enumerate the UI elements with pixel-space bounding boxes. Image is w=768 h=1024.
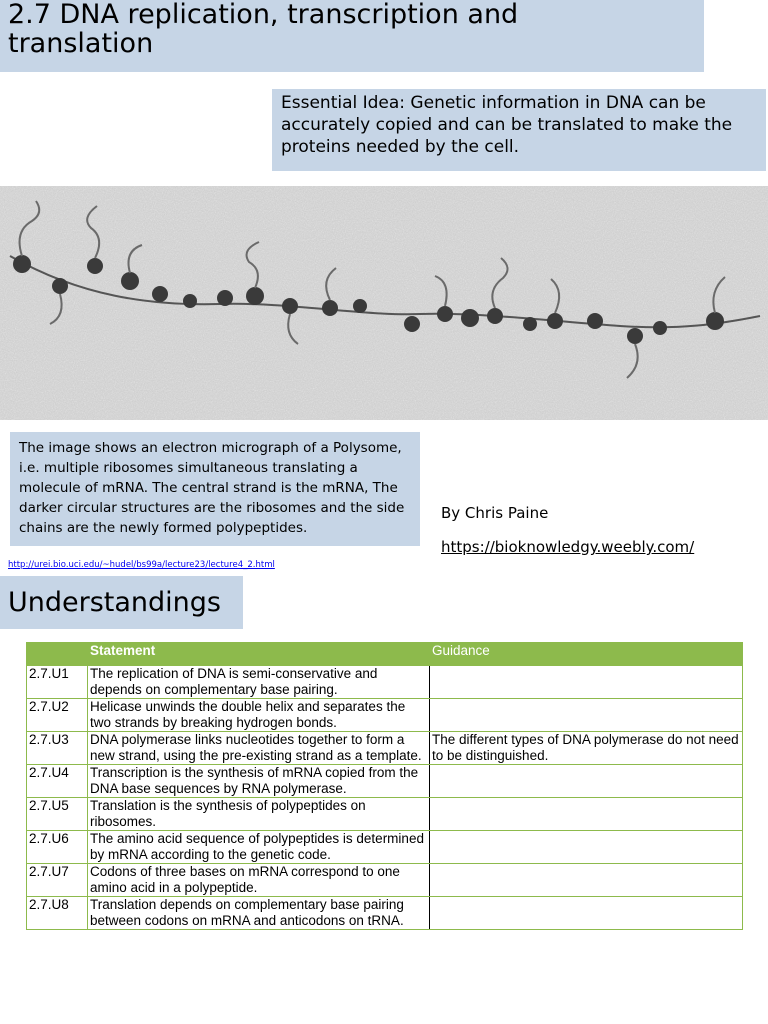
author-credit: By Chris Paine [441, 504, 549, 522]
essential-idea-text: Essential Idea: Genetic information in DNA can be accurately copied and can be translated to make the proteins needed by the cell. [281, 93, 733, 157]
understandings-banner [0, 576, 243, 629]
row-guidance [430, 798, 743, 831]
row-guidance [430, 831, 743, 864]
row-guidance [430, 699, 743, 732]
table-header-row [27, 643, 743, 666]
table-row [27, 864, 743, 897]
row-statement: Translation is the synthesis of polypeptides on ribosomes. [88, 798, 430, 831]
header-statement: Statement [88, 643, 430, 666]
title-banner [0, 0, 704, 72]
row-statement: Codons of three bases on mRNA correspond to one amino acid in a polypeptide. [88, 864, 430, 897]
row-id: 2.7.U2 [27, 699, 88, 732]
micrograph-caption: The image shows an electron micrograph of a Polysome, i.e. multiple ribosomes simultaneous translating a molecule of mRNA. The central strand is the mRNA, The darker circular structures are the ribosomes and the side chains are the newly formed polypeptides. [19, 440, 405, 536]
polysome-micrograph [0, 186, 768, 420]
bioknowledgy-link[interactable]: https://bioknowledgy.weebly.com/ [441, 538, 695, 556]
table-row [27, 831, 743, 864]
row-id: 2.7.U5 [27, 798, 88, 831]
table-row [27, 897, 743, 930]
row-id: 2.7.U4 [27, 765, 88, 798]
header-guidance: Guidance [430, 643, 743, 666]
row-guidance: The different types of DNA polymerase do not need to be distinguished. [430, 732, 743, 765]
row-statement: DNA polymerase links nucleotides together to form a new strand, using the pre-existing strand as a template. [88, 732, 430, 765]
title-line-2: translation [8, 28, 154, 59]
row-id: 2.7.U3 [27, 732, 88, 765]
understandings-table [26, 642, 743, 930]
row-guidance [430, 864, 743, 897]
table-row [27, 765, 743, 798]
row-guidance [430, 765, 743, 798]
table-row [27, 699, 743, 732]
header-id [27, 643, 88, 666]
row-guidance [430, 666, 743, 699]
title-line-1: 2.7 DNA replication, transcription and [8, 0, 519, 30]
micrograph-grain [0, 186, 768, 420]
row-statement: Translation depends on complementary base pairing between codons on mRNA and anticodons on tRNA. [88, 897, 430, 930]
row-id: 2.7.U1 [27, 666, 88, 699]
row-guidance [430, 897, 743, 930]
table-row [27, 666, 743, 699]
row-statement: The amino acid sequence of polypeptides is determined by mRNA according to the genetic code. [88, 831, 430, 864]
page-title [8, 0, 518, 58]
essential-idea-box [272, 89, 766, 171]
image-source-link[interactable]: http://urei.bio.uci.edu/~hudel/bs99a/lecture23/lecture4_2.html [8, 560, 275, 570]
row-statement: Helicase unwinds the double helix and separates the two strands by breaking hydrogen bonds. [88, 699, 430, 732]
row-statement: The replication of DNA is semi-conservative and depends on complementary base pairing. [88, 666, 430, 699]
micrograph-caption-box [10, 432, 420, 546]
table-row [27, 798, 743, 831]
row-id: 2.7.U6 [27, 831, 88, 864]
row-id: 2.7.U8 [27, 897, 88, 930]
row-id: 2.7.U7 [27, 864, 88, 897]
table-row [27, 732, 743, 765]
section-title: Understandings [8, 587, 221, 618]
row-statement: Transcription is the synthesis of mRNA copied from the DNA base sequences by RNA polymerase. [88, 765, 430, 798]
